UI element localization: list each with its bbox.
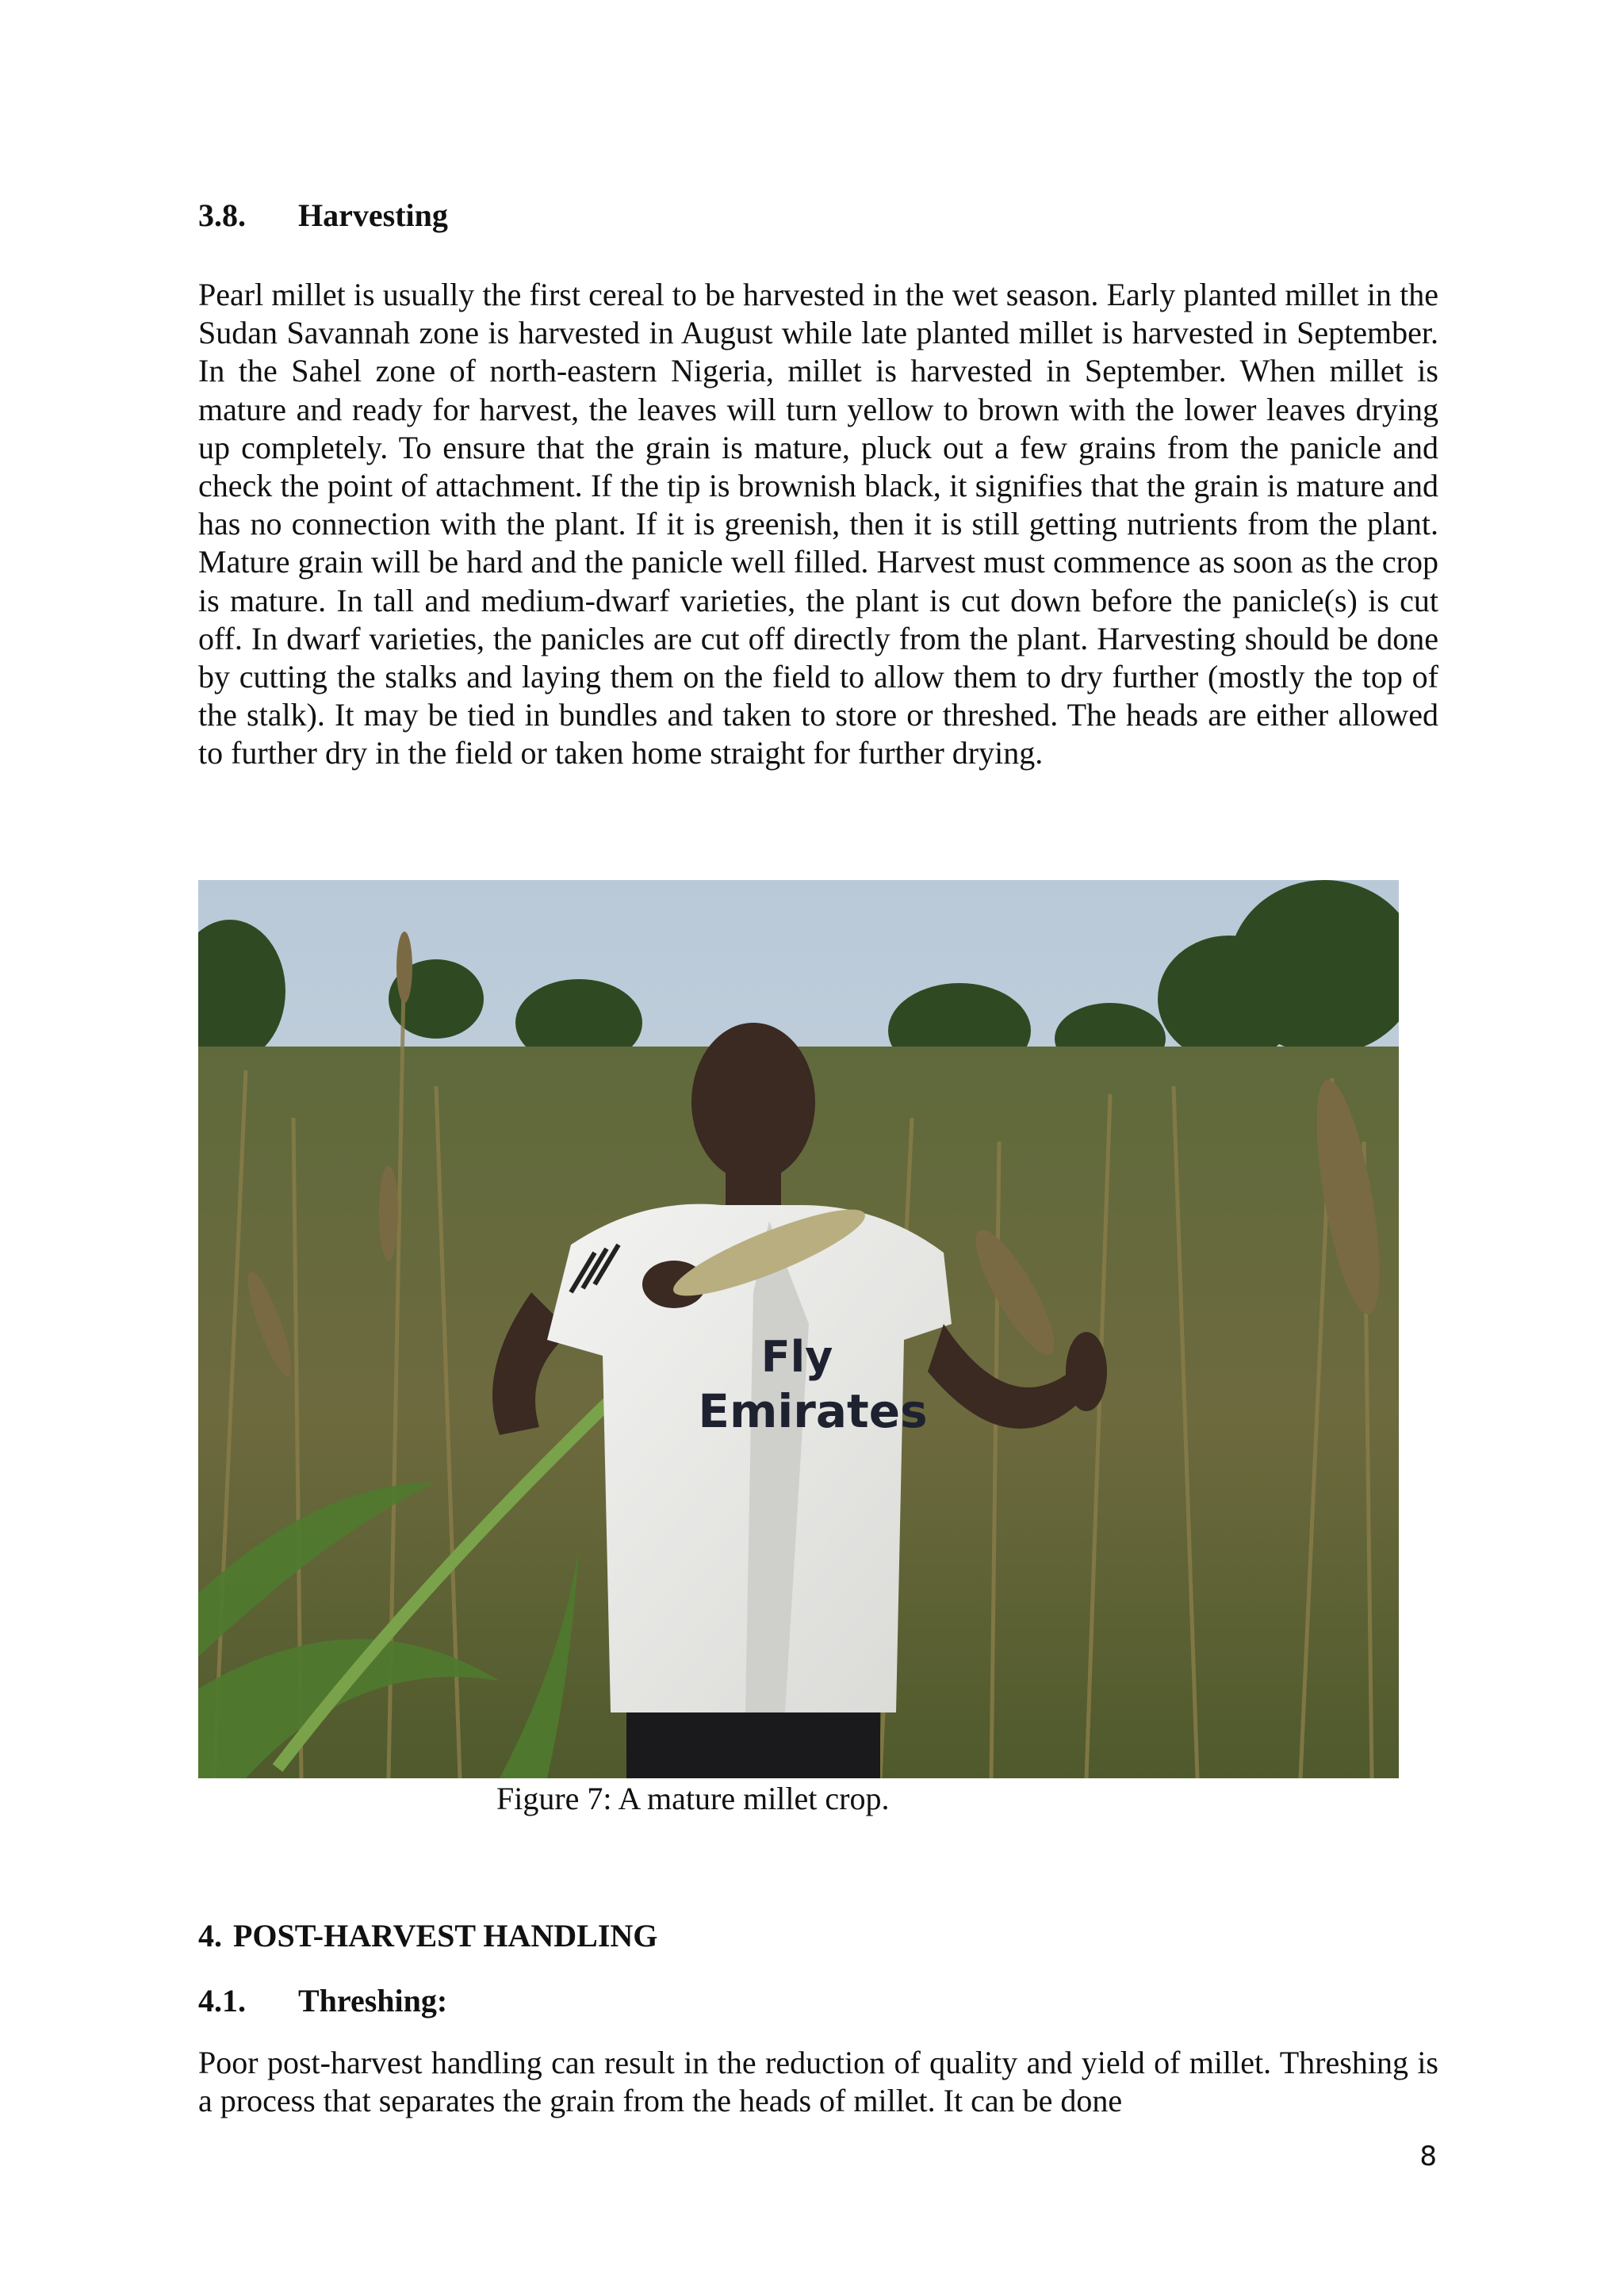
section-title: POST-HARVEST HANDLING bbox=[233, 1918, 658, 1954]
page-number: 8 bbox=[1419, 2141, 1437, 2172]
shirt-text-emirates: Emirates bbox=[698, 1384, 928, 1438]
millet-field-photo bbox=[198, 880, 1399, 1778]
section-title: Harvesting bbox=[298, 197, 448, 233]
section-heading-threshing bbox=[198, 1982, 447, 2020]
section-title: Threshing: bbox=[298, 1983, 448, 2019]
harvesting-paragraph: Pearl millet is usually the first cereal to be harvested in the wet season. Early planted millet in the Sudan Savannah zone is harvested in August while late planted millet is harvested in September. In the Sahel zone of north-eastern Nigeria, millet is harvested in September. When millet is mature and ready for harvest, the leaves will turn yellow to brown with the lower leaves drying up completely. To ensure that the grain is mature, pluck out a few grains from the panicle and check the point of attachment. If the tip is brownish black, it signifies that the grain is mature and has no connection with the plant. If it is greenish, then it is still getting nutrients from the plant. Mature grain will be hard and the panicle well filled. Harvest must commence as soon as the crop is mature. In tall and medium-dwarf varieties, the plant is cut down before the panicle(s) is cut off. In dwarf varieties, the panicles are cut off directly from the plant. Harvesting should be done by cutting the stalks and laying them on the field to allow them to dry further (mostly the top of the stalk). It may be tied in bundles and taken to store or threshed. The heads are either allowed to further dry in the field or taken home straight for further drying. bbox=[198, 277, 1438, 771]
threshing-paragraph: Poor post-harvest handling can result in the reduction of quality and yield of millet. Threshing is a process that separates the grain from the heads of millet. It can be done bbox=[198, 2045, 1438, 2119]
section-heading-harvesting bbox=[198, 197, 448, 235]
figure-caption: Figure 7: A mature millet crop. bbox=[496, 1781, 890, 1816]
section-heading-post-harvest bbox=[198, 1917, 657, 1955]
section-number: 4.1. bbox=[198, 1983, 246, 2019]
section-number: 4. bbox=[198, 1918, 222, 1954]
shirt-text-fly: Fly bbox=[760, 1332, 833, 1382]
section-number: 3.8. bbox=[198, 197, 246, 233]
figure-millet-photo bbox=[198, 880, 1399, 1778]
